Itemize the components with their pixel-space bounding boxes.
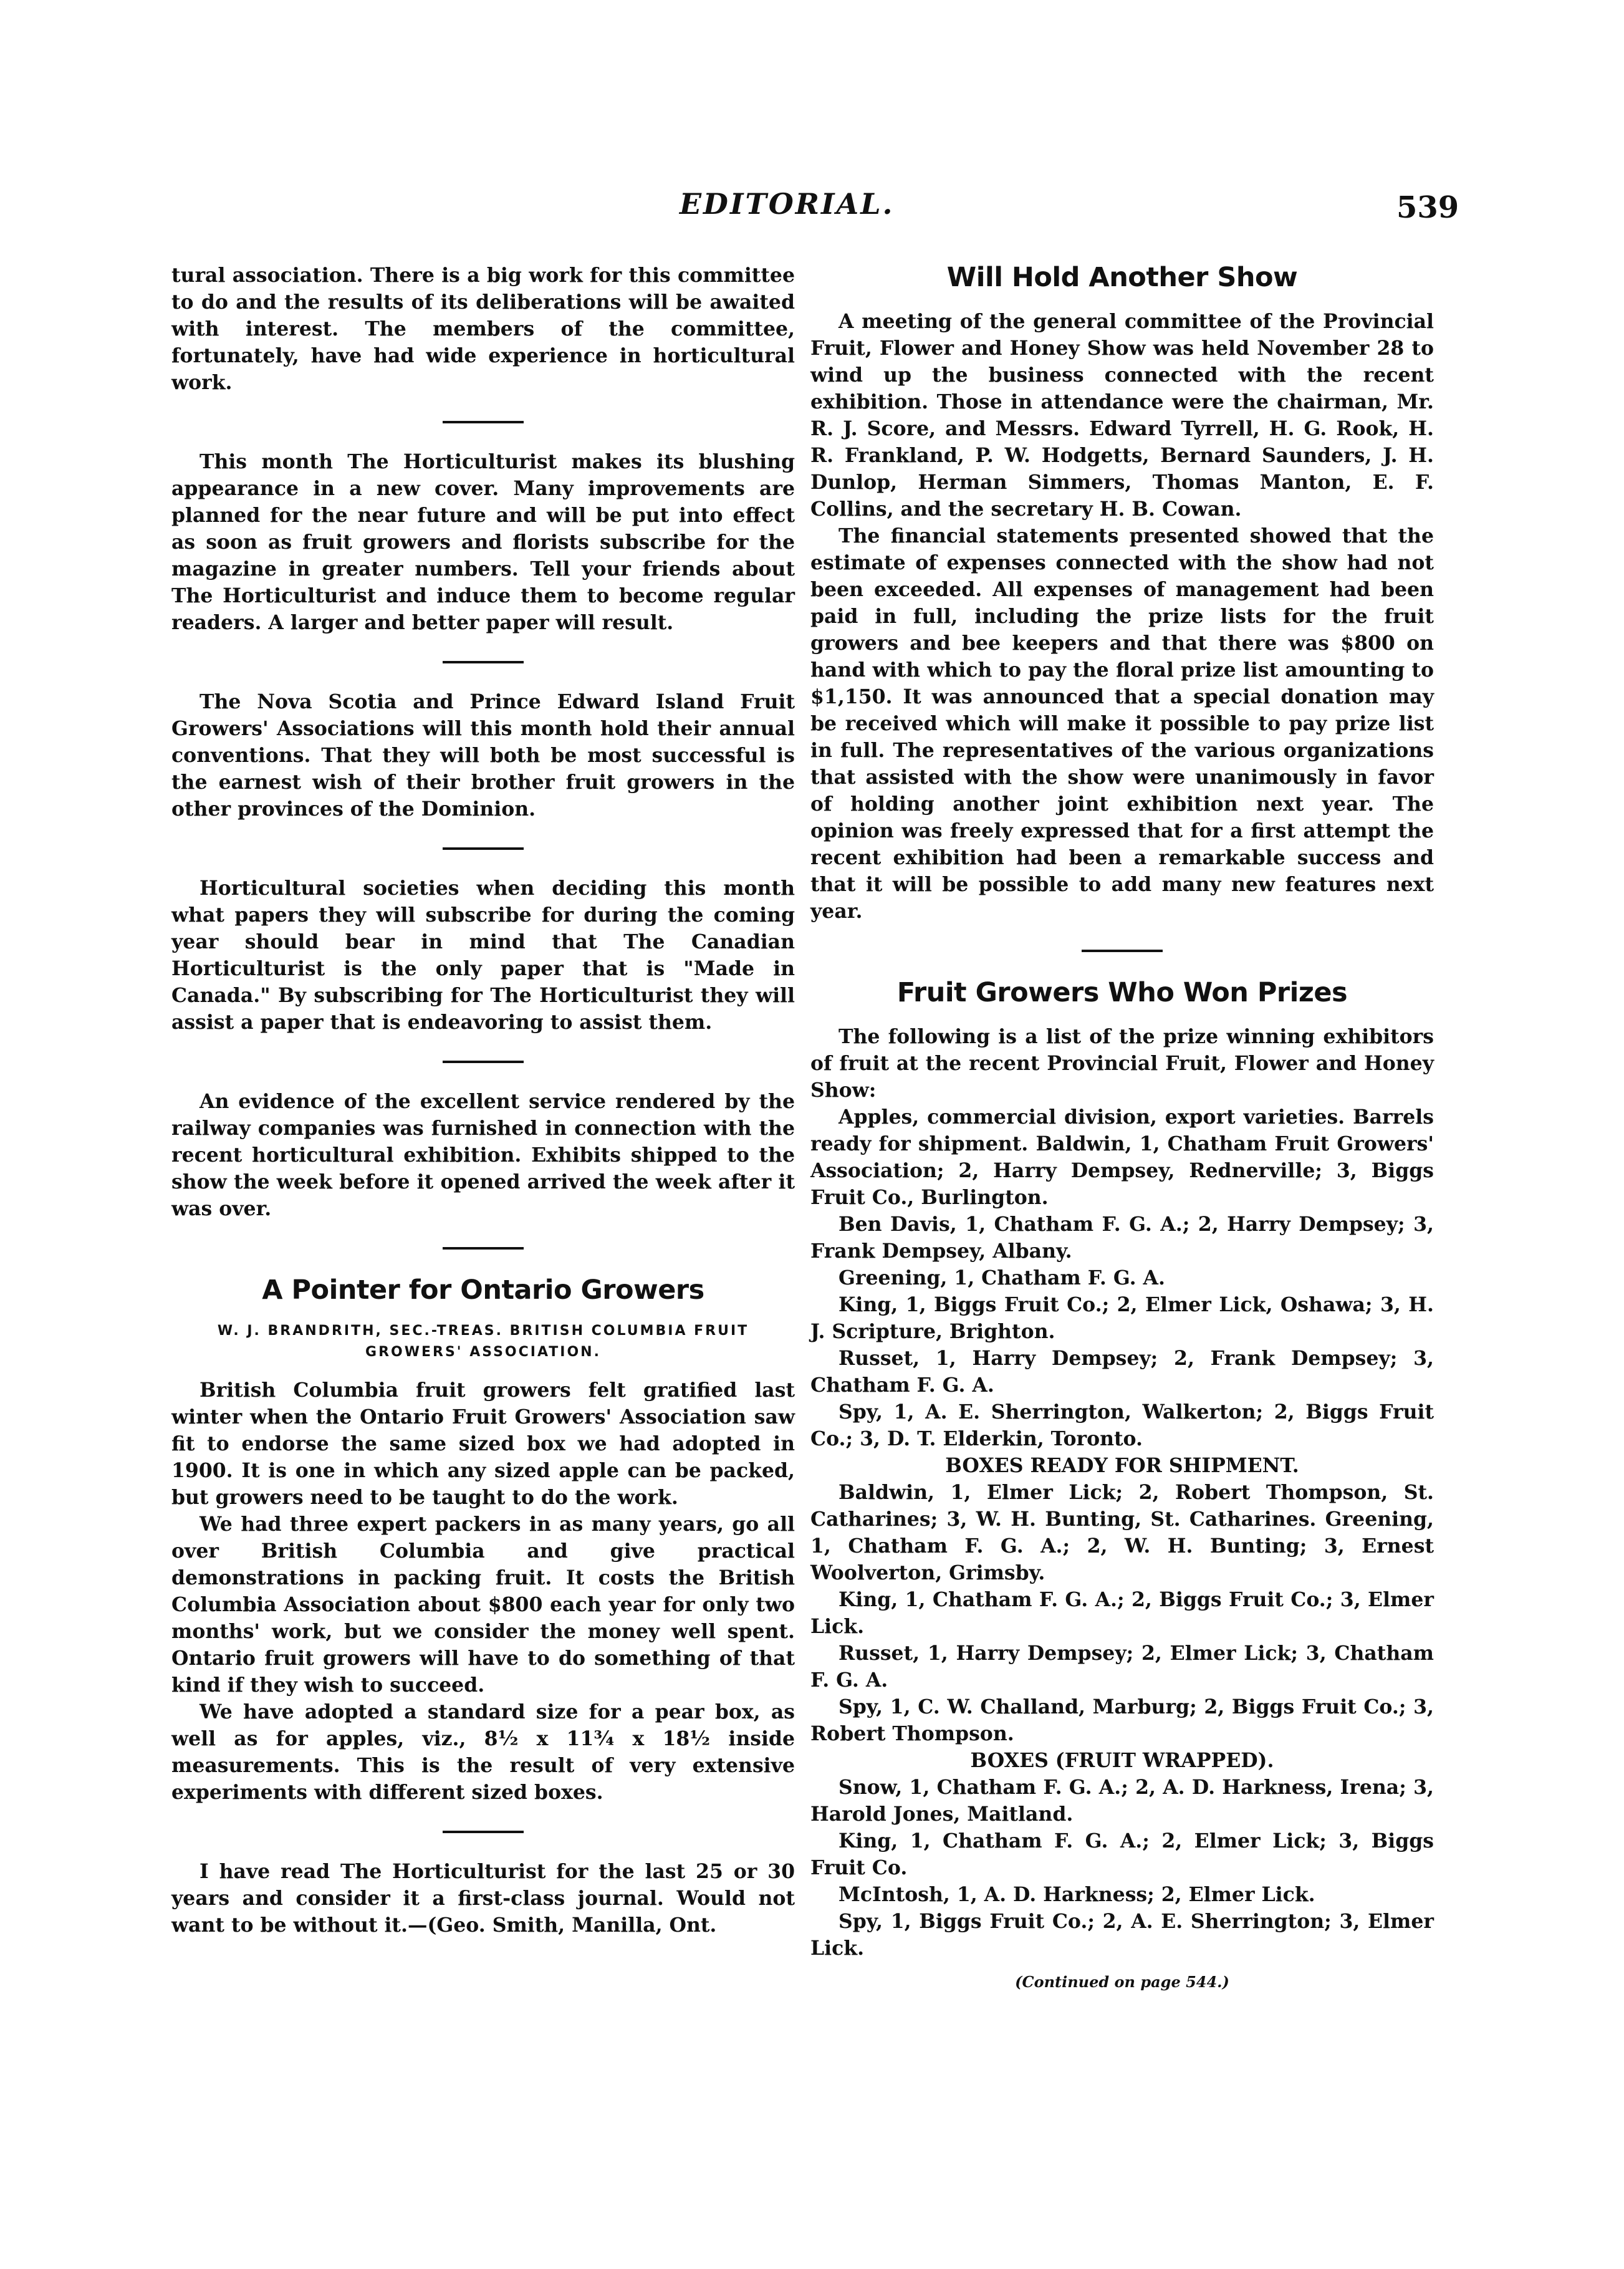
running-head: EDITORIAL. bbox=[680, 187, 895, 221]
subheading-fruit-wrapped: BOXES (FRUIT WRAPPED). bbox=[970, 1749, 1274, 1772]
separator-rule bbox=[443, 1831, 524, 1833]
article-paragraph: British Columbia fruit growers felt gratified last winter when the Ontario Fruit Growers' Association saw fit to endorse the same sized box we had adopted in 1900. It is one in which any sized apple can be packed, but growers need to be taught to do the work. bbox=[171, 1379, 795, 1509]
prize-entry: King, 1, Biggs Fruit Co.; 2, Elmer Lick, Oshawa; 3, H. J. Scripture, Brighton. bbox=[810, 1293, 1434, 1343]
prize-entry: Ben Davis, 1, Chatham F. G. A.; 2, Harry Dempsey; 3, Frank Dempsey, Albany. bbox=[810, 1213, 1434, 1263]
article-heading-prizes: Fruit Growers Who Won Prizes bbox=[896, 977, 1348, 1008]
paragraph-conventions: The Nova Scotia and Prince Edward Island Fruit Growers' Associations will this month hold their annual conventions. That they will both be most successful is the earnest wish of their brother fruit growers in the other provinces of the Dominion. bbox=[171, 690, 795, 821]
article-paragraph: The financial statements presented showed that the estimate of expenses connected with the show had not been exceeded. All expenses of management had been paid in full, including the prize lists for the fruit growers and bee keepers and that there was $800 on hand with which to pay the floral prize list amounting to $1,150. It was announced that a special donation may be received which will make it possible to pay prize list in full. The representatives of the various organizations that assisted with the show were unanimously in favor of holding another joint exhibition next year. The opinion was freely expressed that for a first attempt the recent exhibition had been a remarkable success and that it will be possible to add many new features next year. bbox=[810, 524, 1434, 923]
prize-entry: Apples, commercial division, export varieties. Barrels ready for shipment. Baldwin, 1, Chatham Fruit Growers' Association; 2, Harry Dempsey, Rednerville; 3, Biggs Fruit Co., Burlington. bbox=[810, 1106, 1434, 1209]
article-heading-show: Will Hold Another Show bbox=[946, 262, 1298, 293]
prize-entry: Snow, 1, Chatham F. G. A.; 2, A. D. Harkness, Irena; 3, Harold Jones, Maitland. bbox=[810, 1776, 1434, 1826]
prize-entry: McIntosh, 1, A. D. Harkness; 2, Elmer Lick. bbox=[838, 1883, 1315, 1906]
page-number: 539 bbox=[1396, 190, 1459, 225]
prizes-intro: The following is a list of the prize winning exhibitors of fruit at the recent Provincial Fruit, Flower and Honey Show: bbox=[810, 1025, 1434, 1102]
separator-rule bbox=[443, 661, 524, 663]
prize-entry: Spy, 1, Biggs Fruit Co.; 2, A. E. Sherrington; 3, Elmer Lick. bbox=[810, 1910, 1434, 1960]
paragraph-horticultural-societies: Horticultural societies when deciding this month what papers they will subscribe for during the coming year should bear in mind that The Canadian Horticulturist is the only paper that is "Made in Canada." By subscribing for The Horticulturist they will assist a paper that is endeavoring to assist them. bbox=[171, 877, 795, 1034]
separator-rule bbox=[443, 1061, 524, 1063]
right-column bbox=[810, 262, 1434, 1991]
separator-rule bbox=[1082, 950, 1163, 952]
continued-note: (Continued on page 544.) bbox=[1015, 1973, 1229, 1991]
prize-entry: Russet, 1, Harry Dempsey; 2, Frank Dempsey; 3, Chatham F. G. A. bbox=[810, 1347, 1434, 1397]
prize-entry: Greening, 1, Chatham F. G. A. bbox=[838, 1266, 1165, 1289]
paragraph-railway-service: An evidence of the excellent service rendered by the railway companies was furnished in connection with the recent horticultural exhibition. Exhibits shipped to the show the week before it opened arrived the week after it was over. bbox=[171, 1090, 795, 1220]
paragraph-new-cover: This month The Horticulturist makes its blushing appearance in a new cover. Many improvements are planned for the near future and will be put into effect as soon as fruit growers and florists subscribe for the magazine in greater numbers. Tell your friends about The Horticulturist and induce them to become regular readers. A larger and better paper will result. bbox=[171, 450, 795, 634]
subheading-boxes: BOXES READY FOR SHIPMENT. bbox=[945, 1454, 1299, 1477]
prize-entry: King, 1, Chatham F. G. A.; 2, Biggs Fruit Co.; 3, Elmer Lick. bbox=[810, 1588, 1434, 1638]
separator-rule bbox=[443, 421, 524, 423]
separator-rule bbox=[443, 847, 524, 850]
prize-entry: Spy, 1, C. W. Challand, Marburg; 2, Biggs Fruit Co.; 3, Robert Thompson. bbox=[810, 1695, 1434, 1745]
prize-entry: Spy, 1, A. E. Sherrington, Walkerton; 2, Biggs Fruit Co.; 3, D. T. Elderkin, Toronto. bbox=[810, 1400, 1434, 1450]
article-paragraph: We had three expert packers in as many years, go all over British Columbia and give practical demonstrations in packing fruit. It costs the British Columbia Association about $800 each year for only two months' work, but we consider the money well spent. Ontario fruit growers will have to do something of that kind if they wish to succeed. bbox=[171, 1513, 795, 1697]
article-paragraph: A meeting of the general committee of the Provincial Fruit, Flower and Honey Show was held November 28 to wind up the business connected with the recent exhibition. Those in attendance were the chairman, Mr. R. J. Score, and Messrs. Edward Tyrrell, H. G. Rook, H. R. Frankland, P. W. Hodgetts, Bernard Saunders, J. H. Dunlop, Herman Simmers, Thomas Manton, E. F. Collins, and the secretary H. B. Cowan. bbox=[810, 310, 1434, 521]
article-paragraph: We have adopted a standard size for a pear box, as well as for apples, viz., 8½ x 11¾ x 18½ inside measurements. This is the result of very extensive experiments with different sized boxes. bbox=[171, 1700, 795, 1804]
left-column bbox=[171, 262, 795, 1939]
prize-entry: Baldwin, 1, Elmer Lick; 2, Robert Thompson, St. Catharines; 3, W. H. Bunting, St. Catharines. Greening, 1, Chatham F. G. A.; 2, W. H. Bunting; 3, Ernest Woolverton, Grimsby. bbox=[810, 1481, 1434, 1584]
paragraph-committee: tural association. There is a big work for this committee to do and the results of its deliberations will be awaited with interest. The members of the committee, fortunately, have had wide experience in horticultural work. bbox=[171, 264, 795, 394]
prize-entry: King, 1, Chatham F. G. A.; 2, Elmer Lick; 3, Biggs Fruit Co. bbox=[810, 1829, 1434, 1879]
separator-rule bbox=[443, 1247, 524, 1250]
article-heading-pointer: A Pointer for Ontario Growers bbox=[262, 1274, 704, 1306]
article-byline: W. J. BRANDRITH, SEC.-TREAS. BRITISH COLUMBIA FRUIT GROWERS' ASSOCIATION. bbox=[217, 1323, 749, 1360]
testimonial-paragraph: I have read The Horticulturist for the last 25 or 30 years and consider it a first-class journal. Would not want to be without it.—(Geo. Smith, Manilla, Ont. bbox=[171, 1860, 795, 1937]
prize-entry: Russet, 1, Harry Dempsey; 2, Elmer Lick; 3, Chatham F. G. A. bbox=[810, 1642, 1434, 1692]
